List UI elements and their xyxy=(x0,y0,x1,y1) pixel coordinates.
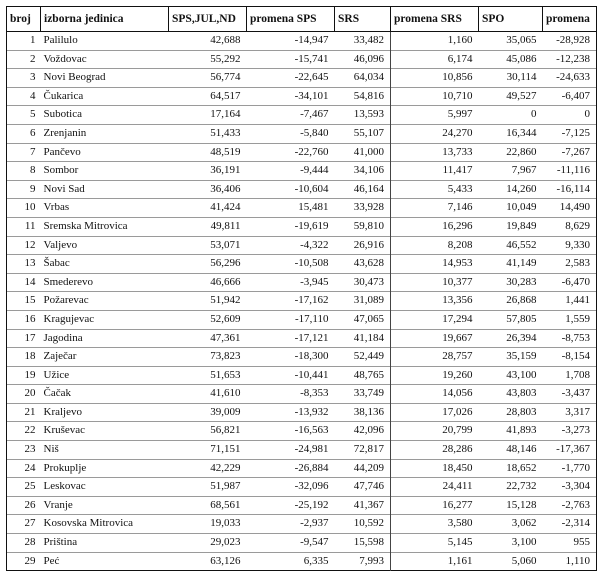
srs-change-cell: 10,377 xyxy=(391,273,479,292)
spo-change-cell: 1,441 xyxy=(543,292,597,311)
srs-votes-cell: 43,628 xyxy=(353,257,384,270)
sps-change-cell: -17,162 xyxy=(294,294,329,307)
srs-votes-cell: 47,065 xyxy=(353,312,384,325)
spo-change-cell: -2,763 xyxy=(543,496,597,515)
constituency-name-cell: Šabac xyxy=(43,257,70,270)
sps-jul-nd-votes-cell: 41,424 xyxy=(210,201,241,214)
table-row xyxy=(7,87,597,106)
sps-change-cell: -17,110 xyxy=(294,312,329,325)
srs-change-cell: 5,145 xyxy=(391,534,479,553)
spo-change-cell: -8,154 xyxy=(543,348,597,367)
sps-change-cell: -13,932 xyxy=(294,405,329,418)
srs-change-cell: 17,294 xyxy=(391,310,479,329)
table-row xyxy=(7,366,597,385)
header-row xyxy=(7,7,597,32)
table-row xyxy=(7,32,597,51)
row-number-cell: 23 xyxy=(7,441,41,460)
spo-change-cell: -1,770 xyxy=(543,459,597,478)
spo-votes-cell: 43,803 xyxy=(506,387,537,400)
sps-jul-nd-votes-cell: 56,821 xyxy=(210,424,241,437)
srs-change-cell: 20,799 xyxy=(391,422,479,441)
srs-change-cell: 1,160 xyxy=(391,32,479,51)
srs-change-cell: 17,026 xyxy=(391,403,479,422)
sps-jul-nd-votes-cell: 51,987 xyxy=(210,480,241,493)
srs-change-cell: 8,208 xyxy=(391,236,479,255)
srs-votes-cell: 38,136 xyxy=(353,405,384,418)
sps-jul-nd-votes-cell: 49,811 xyxy=(210,219,241,232)
table-row xyxy=(7,534,597,553)
table-row xyxy=(7,199,597,218)
sps-change-cell: -10,441 xyxy=(294,368,329,381)
spo-change-cell: -16,114 xyxy=(543,180,597,199)
constituency-name-cell: Subotica xyxy=(43,108,82,121)
spo-votes-cell: 15,128 xyxy=(506,498,537,511)
sps-jul-nd-votes-cell: 36,191 xyxy=(210,164,241,177)
sps-change-cell: -22,645 xyxy=(294,71,329,84)
results-body xyxy=(7,32,597,571)
row-number-cell: 26 xyxy=(7,496,41,515)
spo-votes-cell: 57,805 xyxy=(506,312,537,325)
spo-change-cell: -6,470 xyxy=(543,273,597,292)
sps-jul-nd-votes-cell: 73,823 xyxy=(210,350,241,363)
constituency-name-cell: Sombor xyxy=(43,164,79,177)
row-number-cell: 7 xyxy=(7,143,41,162)
spo-change-cell: -3,304 xyxy=(543,478,597,497)
srs-votes-cell: 48,765 xyxy=(353,368,384,381)
row-number-cell: 10 xyxy=(7,199,41,218)
constituency-name-cell: Novi Sad xyxy=(43,182,85,195)
spo-change-cell: -7,267 xyxy=(543,143,597,162)
spo-votes-cell: 22,860 xyxy=(506,145,537,158)
spo-votes-cell: 10,049 xyxy=(506,201,537,214)
sps-change-cell: -19,619 xyxy=(294,219,329,232)
srs-votes-cell: 59,810 xyxy=(353,219,384,232)
srs-votes-cell: 52,449 xyxy=(353,350,384,363)
srs-change-cell: 28,286 xyxy=(391,441,479,460)
spo-votes-cell: 3,100 xyxy=(511,536,537,549)
sps-jul-nd-votes-cell: 42,688 xyxy=(210,34,241,46)
spo-votes-cell: 16,344 xyxy=(506,126,537,139)
sps-change-cell: -7,467 xyxy=(300,108,329,121)
sps-jul-nd-votes-cell: 56,296 xyxy=(210,257,241,270)
srs-votes-cell: 72,817 xyxy=(353,443,384,456)
table-row xyxy=(7,124,597,143)
sps-change-cell: -32,096 xyxy=(294,480,329,493)
table-row xyxy=(7,180,597,199)
table-row xyxy=(7,348,597,367)
constituency-name-cell: Pančevo xyxy=(43,145,81,158)
row-number-cell: 3 xyxy=(7,69,41,88)
table-row xyxy=(7,329,597,348)
srs-votes-cell: 15,598 xyxy=(353,536,384,549)
sps-change-cell: -26,884 xyxy=(294,461,329,474)
table-row xyxy=(7,236,597,255)
srs-votes-cell: 13,593 xyxy=(353,108,384,121)
spo-change-cell: -8,753 xyxy=(543,329,597,348)
sps-change-cell: -10,604 xyxy=(294,182,329,195)
row-number-cell: 17 xyxy=(7,329,41,348)
row-number-cell: 8 xyxy=(7,162,41,181)
table-row xyxy=(7,50,597,69)
table-row xyxy=(7,292,597,311)
sps-jul-nd-votes-cell: 39,009 xyxy=(210,405,241,418)
spo-change-cell: 955 xyxy=(543,534,597,553)
sps-jul-nd-votes-cell: 64,517 xyxy=(210,89,241,102)
table-row xyxy=(7,552,597,571)
srs-votes-cell: 33,928 xyxy=(353,201,384,214)
spo-change-cell: -3,437 xyxy=(543,385,597,404)
spo-votes-cell: 14,260 xyxy=(506,182,537,195)
srs-change-cell: 13,356 xyxy=(391,292,479,311)
row-number-cell: 22 xyxy=(7,422,41,441)
srs-votes-cell: 64,034 xyxy=(353,71,384,84)
table-row xyxy=(7,106,597,125)
sps-change-cell: -3,945 xyxy=(300,275,329,288)
header-spo: SPO xyxy=(479,7,543,32)
spo-votes-cell: 49,527 xyxy=(506,89,537,102)
spo-change-cell: -7,125 xyxy=(543,124,597,143)
spo-votes-cell: 35,065 xyxy=(506,34,537,46)
srs-votes-cell: 26,916 xyxy=(353,238,384,251)
srs-change-cell: 3,580 xyxy=(391,515,479,534)
srs-change-cell: 18,450 xyxy=(391,459,479,478)
constituency-name-cell: Leskovac xyxy=(43,480,86,493)
spo-change-cell: 1,559 xyxy=(543,310,597,329)
sps-jul-nd-votes-cell: 55,292 xyxy=(210,52,241,65)
spo-votes-cell: 30,114 xyxy=(506,71,537,84)
table-row xyxy=(7,496,597,515)
header-broj: broj xyxy=(7,7,41,32)
row-number-cell: 6 xyxy=(7,124,41,143)
srs-votes-cell: 46,164 xyxy=(353,182,384,195)
constituency-name-cell: Valjevo xyxy=(43,238,78,251)
srs-change-cell: 14,056 xyxy=(391,385,479,404)
row-number-cell: 15 xyxy=(7,292,41,311)
spo-change-cell: -11,116 xyxy=(543,162,597,181)
row-number-cell: 13 xyxy=(7,255,41,274)
header-srs: SRS xyxy=(335,7,391,32)
srs-votes-cell: 47,746 xyxy=(353,480,384,493)
srs-change-cell: 19,667 xyxy=(391,329,479,348)
sps-change-cell: 6,335 xyxy=(303,554,329,567)
srs-votes-cell: 44,209 xyxy=(353,461,384,474)
row-number-cell: 16 xyxy=(7,310,41,329)
sps-jul-nd-votes-cell: 56,774 xyxy=(210,71,241,84)
spo-votes-cell: 7,967 xyxy=(511,164,537,177)
row-number-cell: 12 xyxy=(7,236,41,255)
sps-jul-nd-votes-cell: 47,361 xyxy=(210,331,241,344)
srs-votes-cell: 41,367 xyxy=(353,498,384,511)
table-row xyxy=(7,217,597,236)
sps-jul-nd-votes-cell: 41,610 xyxy=(210,387,241,400)
row-number-cell: 21 xyxy=(7,403,41,422)
srs-votes-cell: 46,096 xyxy=(353,52,384,65)
srs-change-cell: 7,146 xyxy=(391,199,479,218)
constituency-name-cell: Vrbas xyxy=(43,201,70,214)
constituency-name-cell: Palilulo xyxy=(43,34,78,46)
row-number-cell: 19 xyxy=(7,366,41,385)
spo-change-cell: -24,633 xyxy=(543,69,597,88)
sps-jul-nd-votes-cell: 71,151 xyxy=(210,443,241,456)
constituency-name-cell: Vranje xyxy=(43,498,73,511)
srs-change-cell: 16,277 xyxy=(391,496,479,515)
spo-change-cell: 3,317 xyxy=(543,403,597,422)
srs-votes-cell: 42,096 xyxy=(353,424,384,437)
srs-votes-cell: 41,000 xyxy=(353,145,384,158)
spo-votes-cell: 48,146 xyxy=(506,443,537,456)
spo-votes-cell: 30,283 xyxy=(506,275,537,288)
table-row xyxy=(7,385,597,404)
sps-jul-nd-votes-cell: 36,406 xyxy=(210,182,241,195)
spo-votes-cell: 35,159 xyxy=(506,350,537,363)
spo-change-cell: 1,110 xyxy=(543,552,597,571)
header-promena: promena xyxy=(543,7,597,32)
row-number-cell: 1 xyxy=(7,32,41,51)
row-number-cell: 20 xyxy=(7,385,41,404)
constituency-name-cell: Niš xyxy=(43,443,59,456)
sps-change-cell: -9,444 xyxy=(300,164,329,177)
table-row xyxy=(7,403,597,422)
constituency-name-cell: Kraljevo xyxy=(43,405,82,418)
srs-change-cell: 5,997 xyxy=(391,106,479,125)
spo-change-cell: -28,928 xyxy=(543,32,597,51)
sps-jul-nd-votes-cell: 51,653 xyxy=(210,368,241,381)
sps-jul-nd-votes-cell: 46,666 xyxy=(210,275,241,288)
constituency-name-cell: Čačak xyxy=(43,387,71,400)
spo-votes-cell: 41,893 xyxy=(506,424,537,437)
sps-jul-nd-votes-cell: 51,433 xyxy=(210,126,241,139)
table-row xyxy=(7,441,597,460)
sps-change-cell: -9,547 xyxy=(300,536,329,549)
sps-change-cell: -8,353 xyxy=(300,387,329,400)
row-number-cell: 25 xyxy=(7,478,41,497)
table-row xyxy=(7,310,597,329)
sps-jul-nd-votes-cell: 17,164 xyxy=(210,108,241,121)
srs-votes-cell: 10,592 xyxy=(353,517,384,530)
constituency-name-cell: Prokuplje xyxy=(43,461,87,474)
constituency-name-cell: Voždovac xyxy=(43,52,87,65)
row-number-cell: 29 xyxy=(7,552,41,571)
sps-change-cell: -14,947 xyxy=(294,34,329,46)
srs-votes-cell: 55,107 xyxy=(353,126,384,139)
spo-change-cell: 1,708 xyxy=(543,366,597,385)
sps-jul-nd-votes-cell: 19,033 xyxy=(210,517,241,530)
srs-votes-cell: 34,106 xyxy=(353,164,384,177)
spo-change-cell: 2,583 xyxy=(543,255,597,274)
srs-votes-cell: 33,749 xyxy=(353,387,384,400)
sps-jul-nd-votes-cell: 53,071 xyxy=(210,238,241,251)
constituency-name-cell: Kosovska Mitrovica xyxy=(43,517,134,530)
constituency-name-cell: Jagodina xyxy=(43,331,83,344)
srs-change-cell: 19,260 xyxy=(391,366,479,385)
row-number-cell: 9 xyxy=(7,180,41,199)
table-row xyxy=(7,422,597,441)
srs-change-cell: 24,411 xyxy=(391,478,479,497)
row-number-cell: 5 xyxy=(7,106,41,125)
srs-votes-cell: 30,473 xyxy=(353,275,384,288)
constituency-name-cell: Priština xyxy=(43,536,78,549)
constituency-name-cell: Kruševac xyxy=(43,424,86,437)
row-number-cell: 2 xyxy=(7,50,41,69)
sps-change-cell: -17,121 xyxy=(294,331,329,344)
sps-jul-nd-votes-cell: 68,561 xyxy=(210,498,241,511)
srs-votes-cell: 31,089 xyxy=(353,294,384,307)
sps-change-cell: -4,322 xyxy=(300,238,329,251)
sps-jul-nd-votes-cell: 51,942 xyxy=(210,294,241,307)
spo-votes-cell: 45,086 xyxy=(506,52,537,65)
spo-change-cell: 8,629 xyxy=(543,217,597,236)
srs-votes-cell: 7,993 xyxy=(359,554,384,567)
sps-change-cell: 15,481 xyxy=(298,201,329,214)
constituency-name-cell: Peć xyxy=(43,554,60,567)
header-promena-srs: promena SRS xyxy=(391,7,479,32)
header-sps-jul-nd: SPS,JUL,ND xyxy=(169,7,247,32)
sps-change-cell: -5,840 xyxy=(300,126,329,139)
srs-change-cell: 28,757 xyxy=(391,348,479,367)
spo-change-cell: -17,367 xyxy=(543,441,597,460)
spo-change-cell: 9,330 xyxy=(543,236,597,255)
constituency-name-cell: Smederevo xyxy=(43,275,93,288)
sps-change-cell: -22,760 xyxy=(294,145,329,158)
sps-jul-nd-votes-cell: 63,126 xyxy=(210,554,241,567)
row-number-cell: 28 xyxy=(7,534,41,553)
constituency-name-cell: Požarevac xyxy=(43,294,89,307)
results-table xyxy=(6,6,597,571)
srs-change-cell: 10,710 xyxy=(391,87,479,106)
constituency-name-cell: Zrenjanin xyxy=(43,126,87,139)
row-number-cell: 24 xyxy=(7,459,41,478)
sps-change-cell: -2,937 xyxy=(300,517,329,530)
spo-votes-cell: 43,100 xyxy=(506,368,537,381)
sps-change-cell: -16,563 xyxy=(294,424,329,437)
header-izborna-jedinica: izborna jedinica xyxy=(41,7,169,32)
srs-change-cell: 14,953 xyxy=(391,255,479,274)
sps-jul-nd-votes-cell: 42,229 xyxy=(210,461,241,474)
spo-votes-cell: 26,394 xyxy=(506,331,537,344)
srs-change-cell: 6,174 xyxy=(391,50,479,69)
sps-change-cell: -15,741 xyxy=(294,52,329,65)
spo-votes-cell: 46,552 xyxy=(506,238,537,251)
row-number-cell: 4 xyxy=(7,87,41,106)
row-number-cell: 11 xyxy=(7,217,41,236)
table-row xyxy=(7,459,597,478)
spo-change-cell: 14,490 xyxy=(543,199,597,218)
spo-change-cell: -3,273 xyxy=(543,422,597,441)
spo-votes-cell: 0 xyxy=(531,108,537,121)
sps-change-cell: -25,192 xyxy=(294,498,329,511)
constituency-name-cell: Užice xyxy=(43,368,70,381)
table-row xyxy=(7,478,597,497)
srs-votes-cell: 41,184 xyxy=(353,331,384,344)
sps-change-cell: -24,981 xyxy=(294,443,329,456)
spo-votes-cell: 19,849 xyxy=(506,219,537,232)
spo-change-cell: -12,238 xyxy=(543,50,597,69)
srs-change-cell: 13,733 xyxy=(391,143,479,162)
srs-change-cell: 11,417 xyxy=(391,162,479,181)
spo-change-cell: 0 xyxy=(543,106,597,125)
table-row xyxy=(7,162,597,181)
constituency-name-cell: Zaječar xyxy=(43,350,77,363)
table-row xyxy=(7,143,597,162)
table-row xyxy=(7,515,597,534)
constituency-name-cell: Kragujevac xyxy=(43,312,95,325)
srs-votes-cell: 33,482 xyxy=(353,34,384,46)
row-number-cell: 18 xyxy=(7,348,41,367)
srs-change-cell: 16,296 xyxy=(391,217,479,236)
spo-votes-cell: 18,652 xyxy=(506,461,537,474)
spo-change-cell: -6,407 xyxy=(543,87,597,106)
constituency-name-cell: Čukarica xyxy=(43,89,84,102)
srs-change-cell: 10,856 xyxy=(391,69,479,88)
srs-change-cell: 1,161 xyxy=(391,552,479,571)
constituency-name-cell: Novi Beograd xyxy=(43,71,106,84)
table-row xyxy=(7,255,597,274)
table-row xyxy=(7,273,597,292)
row-number-cell: 14 xyxy=(7,273,41,292)
sps-change-cell: -34,101 xyxy=(294,89,329,102)
srs-votes-cell: 54,816 xyxy=(353,89,384,102)
election-results-document xyxy=(6,6,596,571)
spo-votes-cell: 26,868 xyxy=(506,294,537,307)
sps-jul-nd-votes-cell: 29,023 xyxy=(210,536,241,549)
spo-votes-cell: 28,803 xyxy=(506,405,537,418)
spo-votes-cell: 5,060 xyxy=(511,554,537,567)
spo-change-cell: -2,314 xyxy=(543,515,597,534)
spo-votes-cell: 41,149 xyxy=(506,257,537,270)
sps-jul-nd-votes-cell: 48,519 xyxy=(210,145,241,158)
table-row xyxy=(7,69,597,88)
sps-change-cell: -10,508 xyxy=(294,257,329,270)
srs-change-cell: 24,270 xyxy=(391,124,479,143)
constituency-name-cell: Sremska Mitrovica xyxy=(43,219,128,232)
header-promena-sps: promena SPS xyxy=(247,7,335,32)
spo-votes-cell: 3,062 xyxy=(511,517,537,530)
row-number-cell: 27 xyxy=(7,515,41,534)
sps-change-cell: -18,300 xyxy=(294,350,329,363)
spo-votes-cell: 22,732 xyxy=(506,480,537,493)
sps-jul-nd-votes-cell: 52,609 xyxy=(210,312,241,325)
srs-change-cell: 5,433 xyxy=(391,180,479,199)
